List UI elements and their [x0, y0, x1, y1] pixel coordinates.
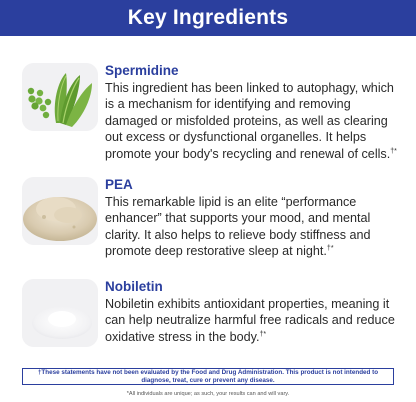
ingredient-name: Nobiletin [105, 279, 163, 294]
fda-disclaimer-text: †These statements have not been evaluated by the Food and Drug Administration. This product is not intended to diagnose, treat, cure or prevent any disease. [37, 369, 379, 384]
page-title: Key Ingredients [127, 6, 289, 29]
white-powder-image [22, 279, 98, 347]
results-footnote: *All individuals are unique; as such, your results can and will vary. [126, 391, 290, 397]
ingredient-nobiletin [22, 279, 402, 349]
ingredient-description: Nobiletin exhibits antioxidant properties, meaning it can help neutralize harmful free radicals and reduce oxidative stress in the body.†* [105, 297, 395, 344]
fda-disclaimer-box [22, 368, 394, 385]
green-peas-image [22, 63, 98, 131]
ingredient-description: This ingredient has been linked to autophagy, which is a mechanism for identifying and removing damaged or misfolded proteins, as well as clearing out excess or dysfunctional organelles. It helps promote your body's recycling and renewal of cells.†* [105, 81, 397, 161]
header-banner [0, 0, 416, 36]
beige-powder-image [22, 177, 98, 245]
ingredient-spermidine [22, 63, 402, 163]
ingredient-name: Spermidine [105, 63, 179, 78]
ingredient-description: This remarkable lipid is an elite “performance enhancer” that supports your mood, and mental clarity. It also helps to relieve body stiffness and promote deep restorative sleep at night.†* [105, 195, 371, 259]
ingredient-name: PEA [105, 177, 133, 192]
ingredient-pea [22, 177, 402, 257]
footnote-mark: †* [390, 147, 397, 155]
footnote-mark: †* [259, 330, 267, 338]
footnote-mark: †* [326, 245, 334, 253]
